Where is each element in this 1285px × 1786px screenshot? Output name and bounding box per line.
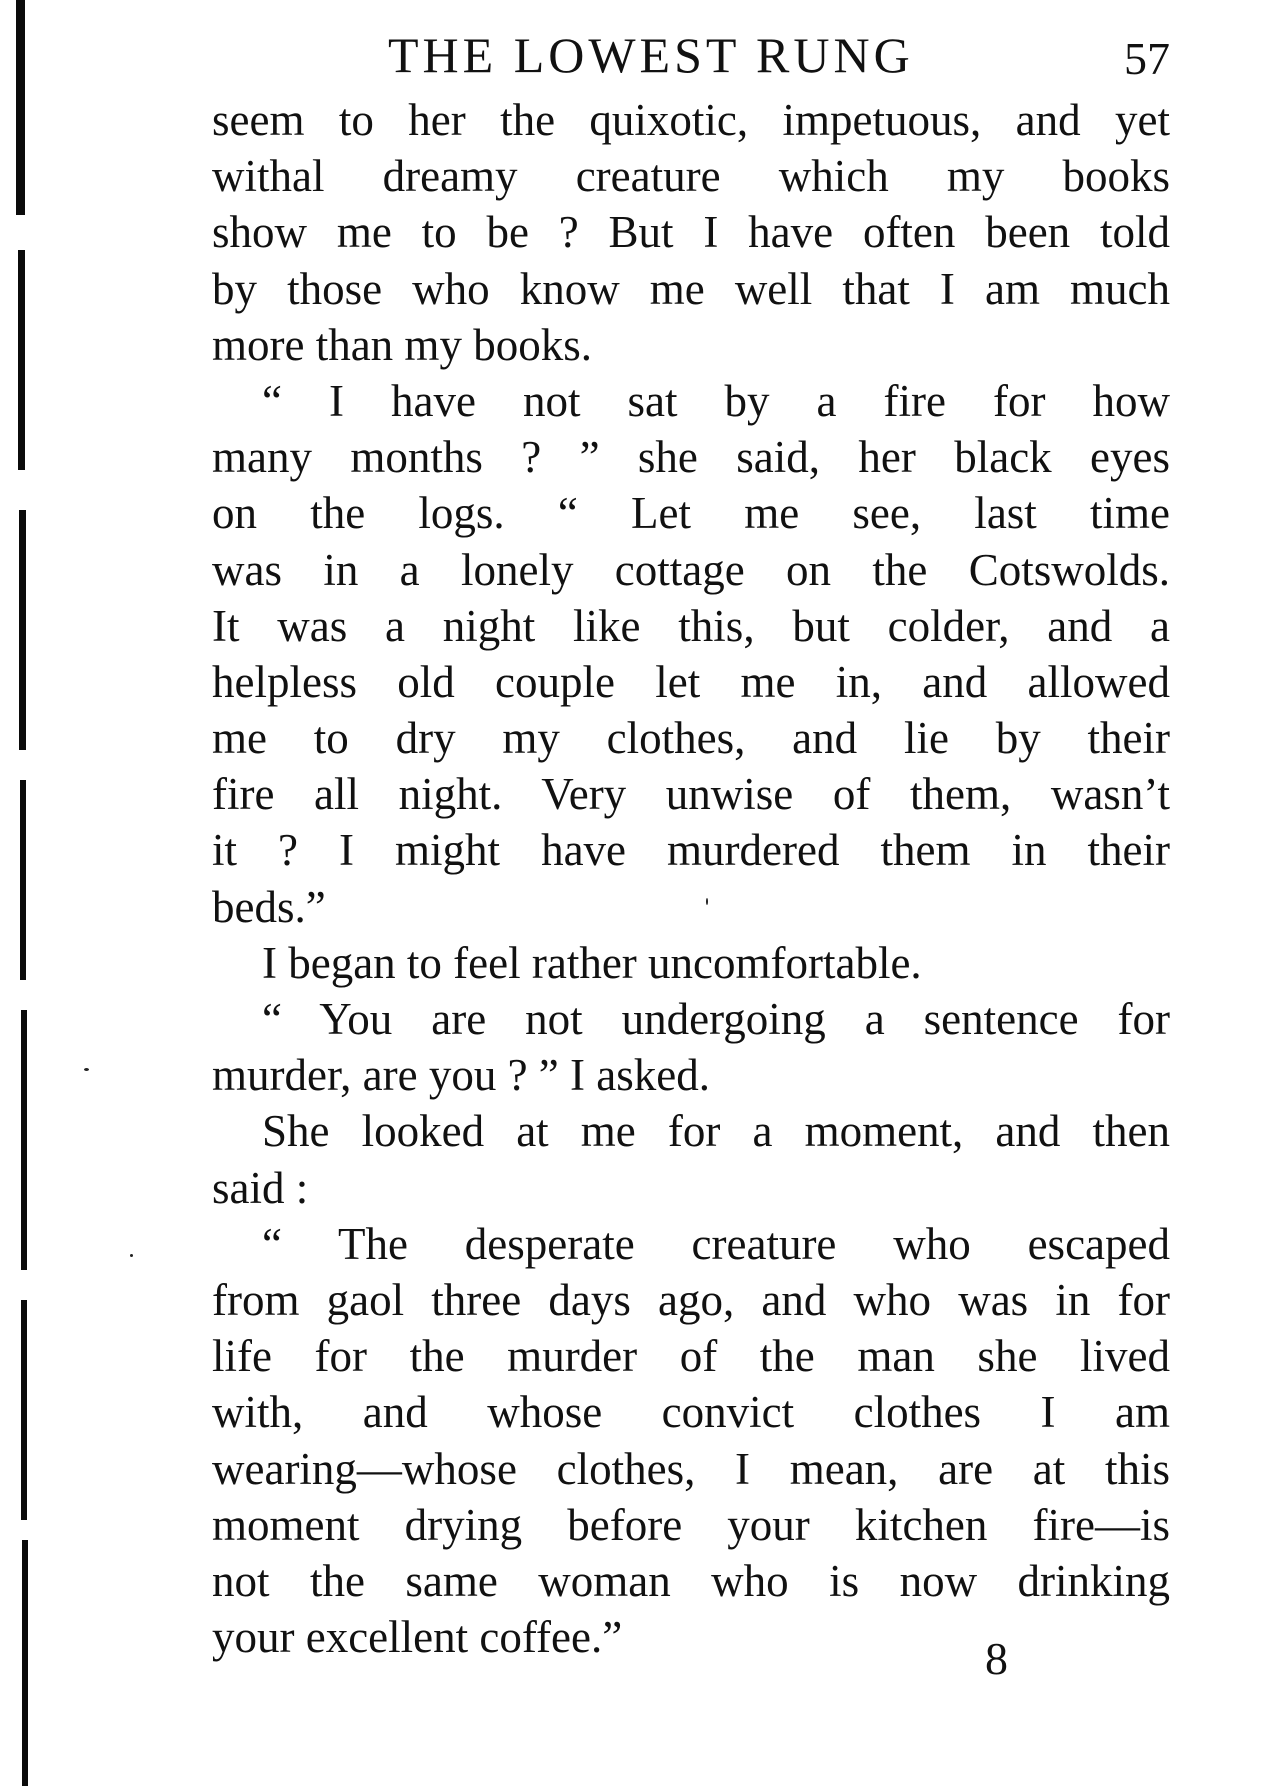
text-line: me to dry my clothes, and lie by their	[212, 713, 1170, 764]
binding-edge-shadow	[0, 0, 60, 1786]
running-title: THE LOWEST RUNG	[388, 27, 914, 83]
text-line: from gaol three days ago, and who was in for	[212, 1274, 1170, 1325]
text-line: on the logs. “ Let me see, last time	[212, 488, 1170, 539]
text-line: helpless old couple let me in, and allowed	[212, 656, 1170, 707]
text-line: It was a night like this, but colder, and a	[212, 600, 1170, 651]
text-line: life for the murder of the man she lived	[212, 1331, 1170, 1382]
text-line: “ I have not sat by a fire for how	[262, 375, 1170, 426]
text-line: wearing—whose clothes, I mean, are at this	[212, 1443, 1170, 1494]
binding-shadow-segment	[21, 1010, 27, 1270]
text-line: by those who know me well that I am much	[212, 263, 1170, 314]
text-line: beds.”	[212, 881, 326, 932]
text-line: murder, are you ? ” I asked.	[212, 1050, 710, 1101]
text-line: said :	[212, 1162, 309, 1213]
body-text	[212, 92, 1170, 1665]
signature-mark: 8	[985, 1633, 1008, 1684]
binding-shadow-segment	[18, 250, 25, 470]
text-line: She looked at me for a moment, and then	[262, 1106, 1170, 1157]
page-number: 57	[1124, 33, 1170, 84]
print-speck	[84, 1068, 89, 1071]
text-line: was in a lonely cottage on the Cotswolds.	[212, 544, 1170, 595]
text-line: I began to feel rather uncomfortable.	[262, 937, 922, 988]
binding-shadow-segment	[22, 1540, 28, 1786]
text-line: your excellent coffee.”	[212, 1612, 623, 1663]
binding-shadow-segment	[20, 780, 26, 980]
binding-shadow-segment	[21, 1300, 27, 1520]
text-line: more than my books.	[212, 319, 592, 370]
running-head	[212, 26, 1170, 86]
text-line: “ You are not undergoing a sentence for	[262, 994, 1170, 1044]
text-line: it ? I might have murdered them in their	[212, 825, 1170, 876]
text-line: not the same woman who is now drinking	[212, 1555, 1170, 1606]
text-line: “ The desperate creature who escaped	[262, 1218, 1170, 1269]
print-speck	[130, 1254, 133, 1257]
binding-shadow-segment	[16, 0, 25, 215]
text-line: fire all night. Very unwise of them, wasn’t	[212, 769, 1170, 820]
text-line: seem to her the quixotic, impetuous, and yet	[212, 95, 1170, 145]
text-line: moment drying before your kitchen fire—is	[212, 1499, 1170, 1550]
text-line: show me to be ? But I have often been told	[212, 207, 1170, 258]
text-line: with, and whose convict clothes I am	[212, 1387, 1170, 1438]
text-line: many months ? ” she said, her black eyes	[212, 432, 1170, 483]
text-line: withal dreamy creature which my books	[212, 151, 1170, 202]
binding-shadow-segment	[19, 510, 26, 750]
